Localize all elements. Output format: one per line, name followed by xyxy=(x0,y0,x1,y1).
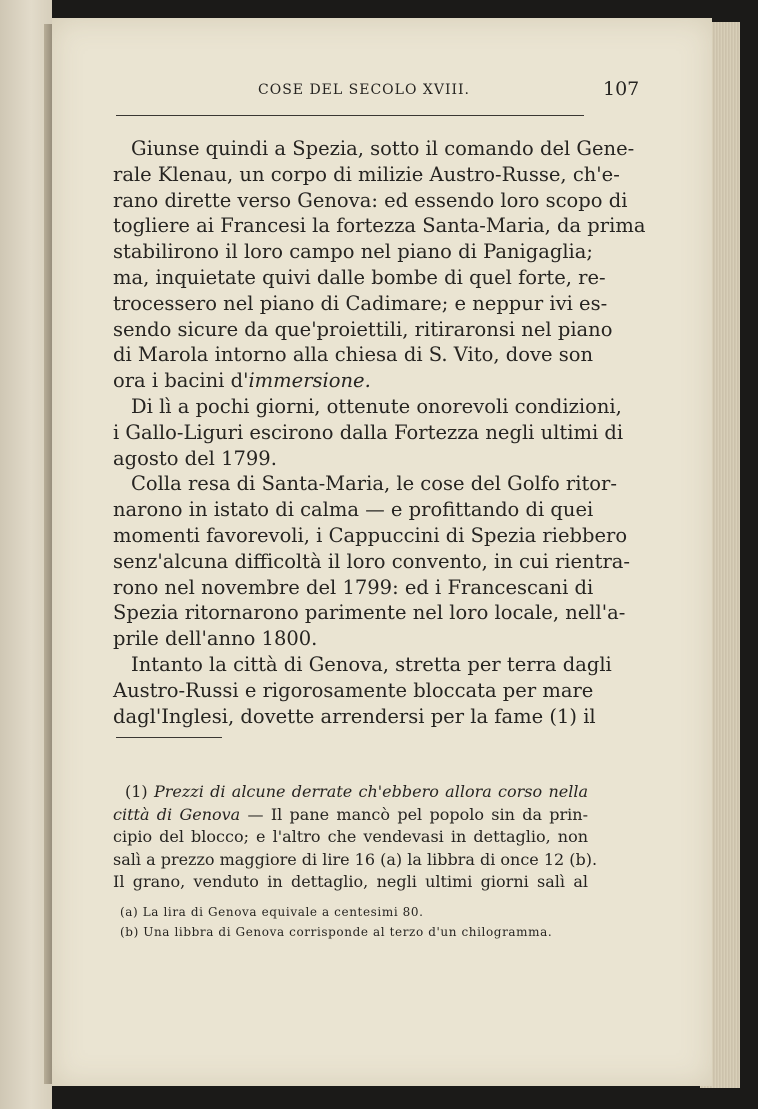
footnote-italic-place: città di Genova xyxy=(113,804,241,824)
footnote-line xyxy=(113,781,588,804)
body-line: Intanto la città di Genova, stretta per terra dagli xyxy=(131,652,612,676)
italic-term: immersione. xyxy=(248,369,371,393)
body-line: di Marola intorno alla chiesa di S. Vito, dove son xyxy=(113,343,594,367)
sub-footnote-b: (b) Una libbra di Genova corrisponde al terzo d'un chilogramma. xyxy=(120,925,553,939)
footnote-line: salì a prezzo maggiore di lire 16 (a) la libbra di once 12 (b). xyxy=(113,849,598,869)
body-line: dagl'Inglesi, dovette arrendersi per la fame (1) il xyxy=(113,704,596,728)
body-line: rale Klenau, un corpo di milizie Austro-Russe, ch'e- xyxy=(113,162,620,186)
footnote-line xyxy=(113,804,588,827)
footnote-marker: (1) xyxy=(125,782,148,801)
footnote-text: — Il pane mancò pel popolo sin da prin- xyxy=(240,804,588,824)
page-number: 107 xyxy=(603,78,640,100)
footnote-line: cipio del blocco; e l'altro che vendevasi in dettaglio, non xyxy=(113,827,588,847)
body-line: narono in istato di calma — e profittando di quei xyxy=(113,498,594,522)
body-line: rono nel novembre del 1799: ed i Francescani di xyxy=(113,575,594,599)
body-line: Colla resa di Santa-Maria, le cose del Golfo ritor- xyxy=(131,472,617,496)
sub-footnotes xyxy=(120,902,580,942)
body-line: trocessero nel piano di Cadimare; e neppur ivi es- xyxy=(113,291,608,315)
footnote-line: Il grano, venduto in dettaglio, negli ultimi giorni salì al xyxy=(113,872,588,892)
header-rule xyxy=(116,115,584,116)
body-line: Austro-Russi e rigorosamente bloccata per mare xyxy=(113,678,594,702)
body-line: senz'alcuna difficoltà il loro convento, in cui rientra- xyxy=(113,549,630,573)
sub-footnote-a: (a) La lira di Genova equivale a centesimi 80. xyxy=(120,905,424,919)
body-line: stabilirono il loro campo nel piano di Panigaglia; xyxy=(113,240,593,264)
footnote-italic-title: Prezzi di alcune derrate ch'ebbero allora corso nella xyxy=(153,782,588,801)
body-line: i Gallo-Liguri escirono dalla Fortezza negli ultimi di xyxy=(113,420,624,444)
body-line: Di lì a pochi giorni, ottenute onorevoli condizioni, xyxy=(131,394,622,418)
body-line: ma, inquietate quivi dalle bombe di quel forte, re- xyxy=(113,265,606,289)
body-line: togliere ai Francesi la fortezza Santa-Maria, da prima xyxy=(113,214,646,238)
footnote xyxy=(113,781,598,894)
footnote-rule xyxy=(116,737,222,738)
body-line: Spezia ritornarono parimente nel loro locale, nell'a- xyxy=(113,601,626,625)
body-line: momenti favorevoli, i Cappuccini di Spezia riebbero xyxy=(113,523,628,547)
body-line: sendo sicure da que'proiettili, ritiraronsi nel piano xyxy=(113,317,613,341)
body-text xyxy=(113,136,646,729)
running-head: COSE DEL SECOLO XVIII. xyxy=(258,82,470,98)
body-line-text: ora i bacini d' xyxy=(113,369,249,393)
book-page xyxy=(52,18,712,1086)
body-line: Giunse quindi a Spezia, sotto il comando del Gene- xyxy=(131,137,635,160)
body-line: rano dirette verso Genova: ed essendo loro scopo di xyxy=(113,188,628,212)
body-line: agosto del 1799. xyxy=(113,446,277,470)
body-line: prile dell'anno 1800. xyxy=(113,627,318,651)
body-line xyxy=(113,368,593,394)
